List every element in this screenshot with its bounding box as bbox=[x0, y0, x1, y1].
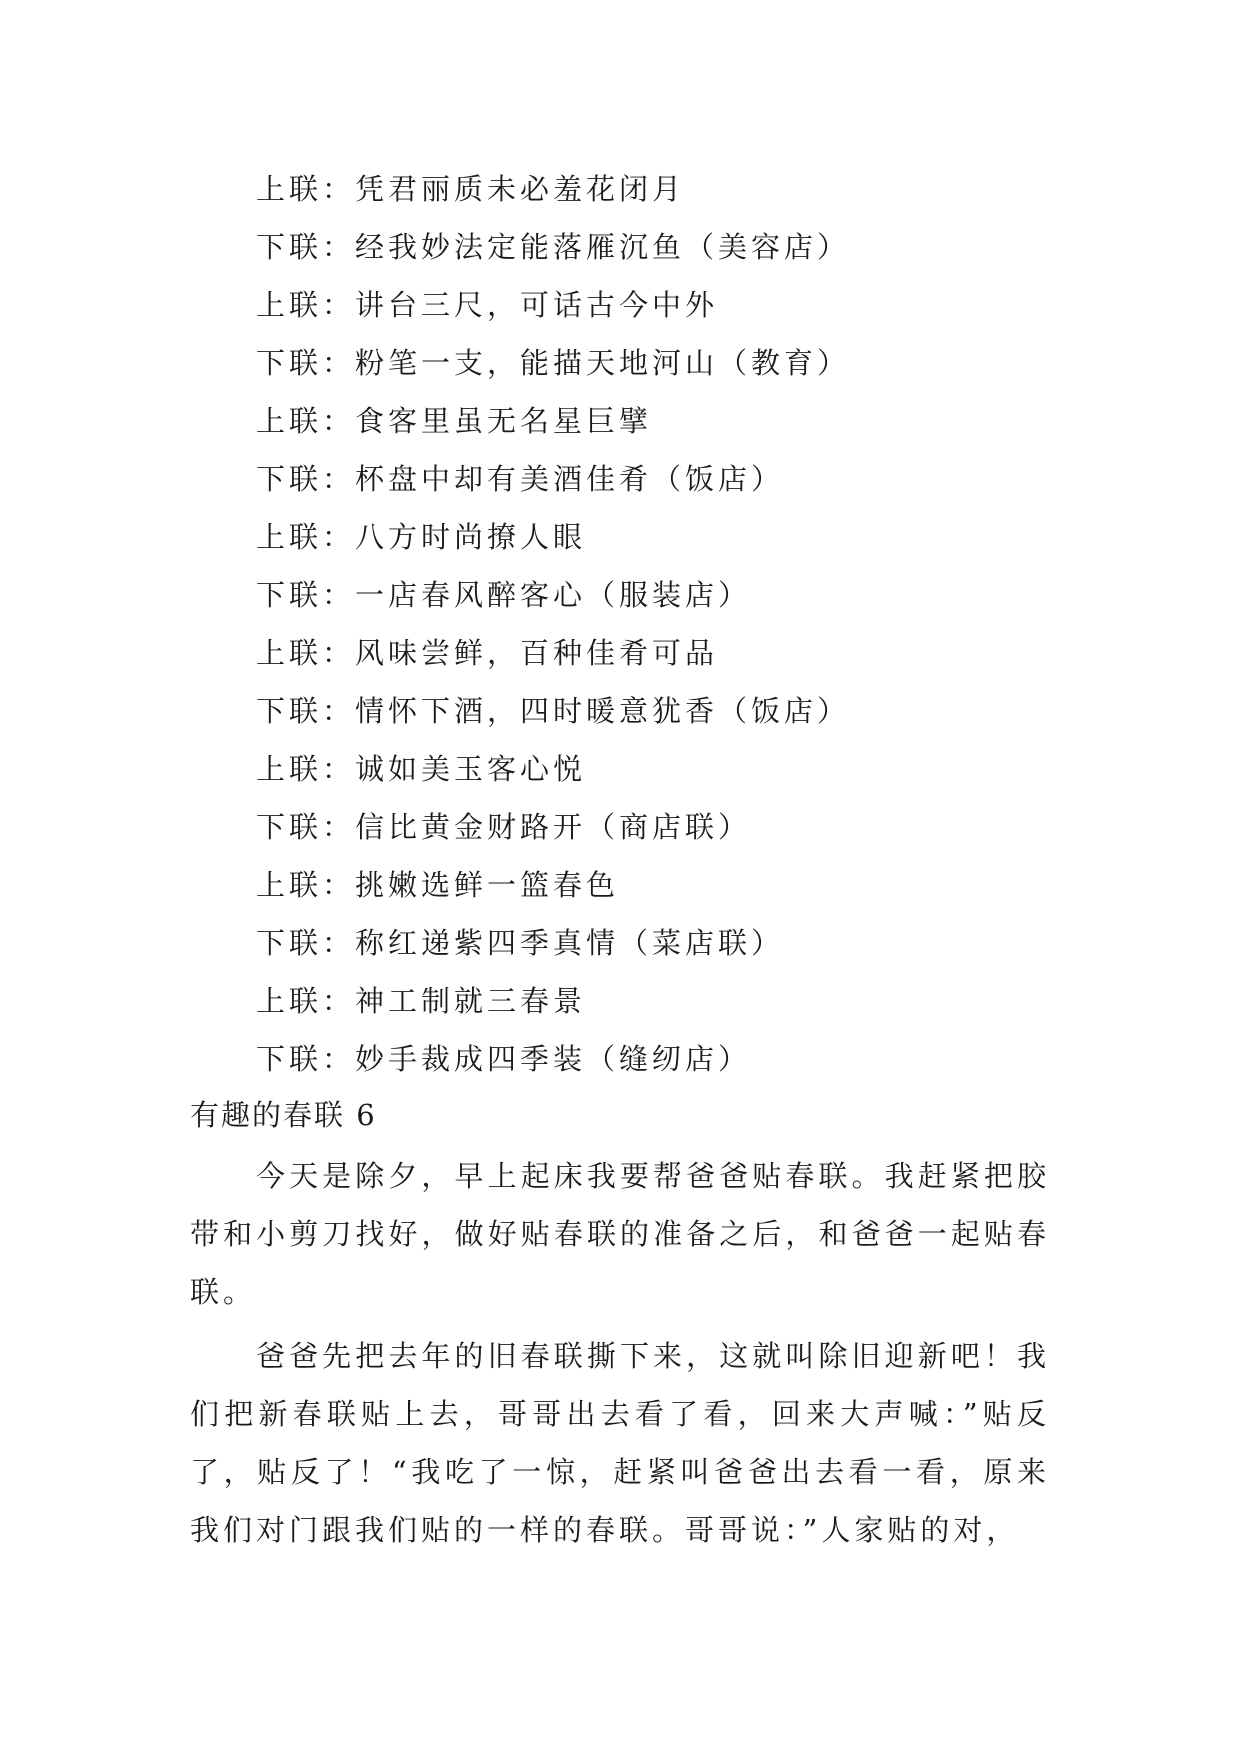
couplet-line: 下联：一店春风醉客心（服装店） bbox=[256, 578, 752, 612]
couplet-line: 上联：诚如美玉客心悦 bbox=[256, 752, 587, 786]
couplet-line: 下联：信比黄金财路开（商店联） bbox=[256, 810, 752, 844]
couplet-line: 上联：凭君丽质未必羞花闭月 bbox=[256, 172, 686, 206]
couplet-line: 上联：讲台三尺，可话古今中外 bbox=[256, 288, 719, 322]
paragraph: 爸爸先把去年的旧春联撕下来，这就叫除旧迎新吧！我们把新春联贴上去，哥哥出去看了看，回来大声喊：”贴反了，贴反了！“我吃了一惊，赶紧叫爸爸出去看一看，原来我们对门跟我们贴的一样的春联。哥哥说：”人家贴的对， bbox=[190, 1339, 1050, 1547]
couplet-line: 上联：食客里虽无名星巨擘 bbox=[256, 404, 653, 438]
couplet-line: 下联：粉笔一支，能描天地河山（教育） bbox=[256, 346, 851, 380]
couplet-line: 下联：杯盘中却有美酒佳肴（饭店） bbox=[256, 462, 785, 496]
couplet-line: 下联：经我妙法定能落雁沉鱼（美容店） bbox=[256, 230, 851, 264]
section-heading: 有趣的春联 6 bbox=[190, 1098, 377, 1132]
couplet-line: 上联：八方时尚撩人眼 bbox=[256, 520, 587, 554]
essay-body bbox=[190, 1147, 1050, 1565]
paragraph: 今天是除夕，早上起床我要帮爸爸贴春联。我赶紧把胶带和小剪刀找好，做好贴春联的准备之后，和爸爸一起贴春联。 bbox=[190, 1159, 1050, 1309]
couplet-line: 下联：称红递紫四季真情（菜店联） bbox=[256, 926, 785, 960]
couplet-line: 上联：风味尝鲜，百种佳肴可品 bbox=[256, 636, 719, 670]
couplet-line: 下联：情怀下酒，四时暖意犹香（饭店） bbox=[256, 694, 851, 728]
couplet-list bbox=[256, 160, 850, 1088]
couplet-line: 下联：妙手裁成四季装（缝纫店） bbox=[256, 1042, 752, 1076]
couplet-line: 上联：挑嫩选鲜一篮春色 bbox=[256, 868, 620, 902]
couplet-line: 上联：神工制就三春景 bbox=[256, 984, 587, 1018]
